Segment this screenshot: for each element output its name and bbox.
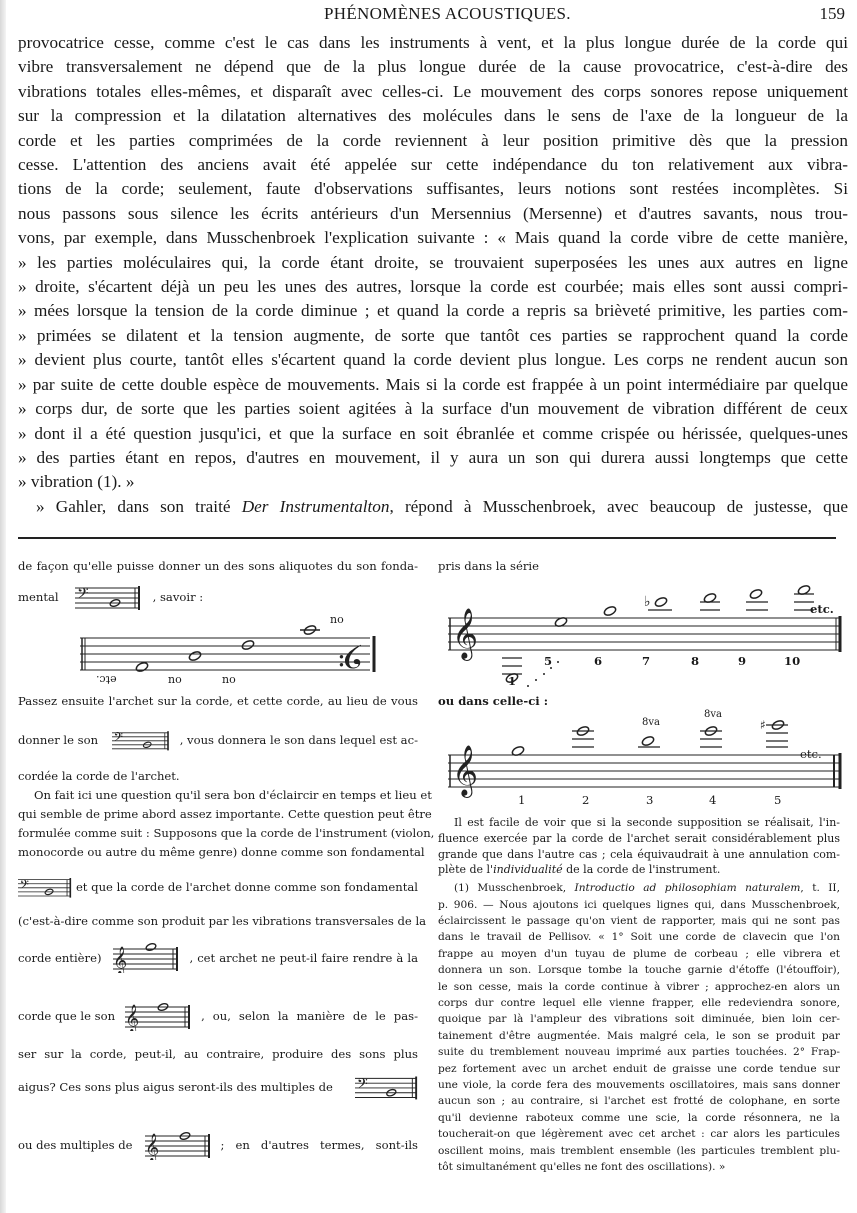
text-line-with-music	[18, 1072, 418, 1102]
series-number: 1	[518, 793, 526, 807]
right-paragraph	[438, 815, 840, 878]
text-line: corde et les parties comprimées de la corde reviennent à leur position primitive dès que la pression	[18, 130, 848, 150]
quote-line: » les parties moléculaires qui, la corde étant droite, se trouvaient superposées les unes aux autres en ligne	[18, 252, 848, 272]
footnote-line: qu'il devienne raboteux comme une scie, la corde résonnera, ne la	[438, 1111, 840, 1124]
text-span: ; en d'autres termes, sont-ils	[220, 1137, 418, 1152]
svg-text:𝄢: 𝄢	[19, 877, 30, 895]
text-line: provocatrice cesse, comme c'est le cas dans les instruments à vent, et la plus longue durée de la corde qui	[18, 33, 848, 52]
svg-text:𝄢: 𝄢	[356, 1075, 368, 1096]
quote-line: » des parties étant en repos, d'autres en mouvement, il y aura un son qui durera aussi longtemps que cette	[18, 447, 848, 467]
text-span: , savoir :	[152, 589, 204, 604]
text-line: (c'est-à-dire comme son produit par les vibrations transversales de la	[18, 914, 427, 928]
right-column	[438, 557, 840, 1176]
bass-clef-staff-icon	[18, 874, 72, 900]
quote-line: » devient plus courte, tantôt elles s'écartent quand la corde devient plus longue. Les corps ne rendent aucun son	[18, 350, 848, 370]
quote-line: » par suite de cette double espèce de mouvements. Mais si la corde est frappée à un point intermédiaire par quelque	[18, 374, 848, 394]
text-line: Il est facile de voir que si la seconde supposition se réalisait, l'in-	[454, 816, 840, 829]
text-span: mental	[18, 589, 59, 604]
footnote-line: donnera un son. Lorsque tombe la touche garnie d'étoffe (l'étouffoir),	[438, 964, 840, 977]
text-line: formulée comme suit : Supposons que la corde de l'instrument (violon,	[18, 826, 435, 840]
staff-label: no	[222, 673, 236, 686]
quote-line: » primées se dilatent et la tension augmente, de sorte que tantôt ces parties se rapprochent quand la corde	[18, 325, 848, 345]
text-span: corde entière)	[18, 950, 102, 965]
text-line: On fait ici une question qu'il sera bon d'éclaircir en temps et lieu et	[34, 788, 432, 802]
series-number: 7	[642, 654, 651, 668]
ottava-marking: 8va	[704, 709, 722, 720]
treble-clef-staff-icon	[113, 943, 179, 973]
svg-text:𝄢: 𝄢	[338, 628, 364, 674]
footnote-line: frappe au moyen d'un tuyau de plume de corbeau ; elle vibrera et	[438, 947, 840, 960]
treble-clef-staff-icon	[125, 1001, 191, 1031]
text-line: Passez ensuite l'archet sur la corde, et cette corde, au lieu de vous	[18, 694, 418, 708]
footnote-line: p. 906. — Nous ajoutons ici quelques lignes qui, dans Musschenbroek,	[438, 898, 840, 911]
footnote-line: oscillent moins, mais tremblent ensemble (les particules tremblent plu-	[438, 1144, 840, 1157]
text-line: vibre transversalement ne dépend que de la plus longue durée de la cause provocatrice, c'est-à-dire des	[18, 57, 848, 77]
svg-text:♭: ♭	[644, 594, 651, 610]
text-line: vons, par exemple, dans Musschenbroek l'explication suivante : « Mais quand la corde vibre de cette manière,	[18, 228, 848, 248]
text-line: cordée la corde de l'archet.	[18, 769, 180, 783]
quote-line: » dont il a été question jusqu'ici, et que la surface en soit ébranlée et comme crispée ou hérissée, quelques-unes	[18, 423, 848, 443]
text-line: cesse. L'attention des anciens avait été appelée sur cette indépendance du ton relativement aux vibra-	[18, 155, 848, 175]
treble-clef-staff-icon	[145, 1130, 211, 1160]
footnote-line: tainement d'être augmentée. Mais malgré cela, le son se produit par	[438, 1029, 840, 1042]
series-number: 8	[691, 654, 700, 668]
svg-text:♯: ♯	[760, 718, 766, 732]
footnote-line: toucherait-on que légèrement avec cet archet : car alors les particules	[438, 1128, 840, 1141]
footnote	[438, 880, 840, 1175]
svg-text:𝄞: 𝄞	[125, 1004, 140, 1031]
main-paragraph	[18, 31, 848, 495]
staff-label: no	[330, 613, 344, 626]
text-span: , vous donnera le son dans lequel est ac-	[179, 732, 418, 747]
series-number: 9	[738, 654, 747, 668]
text-line-with-music	[18, 872, 418, 902]
page-edge-shadow	[0, 0, 6, 1213]
text-line: ou dans celle-ci :	[438, 694, 549, 708]
text-span: et que la corde de l'archet donne comme son fondamental	[75, 879, 418, 894]
svg-text:𝄞: 𝄞	[452, 608, 479, 659]
quote-line: » vibration (1). »	[18, 472, 135, 492]
text-span: , ou, selon la manière de le pas-	[201, 1008, 418, 1023]
series-number: 6	[594, 654, 603, 668]
series-number: 4	[709, 793, 717, 807]
text-span: donner le son	[18, 732, 99, 747]
text-span: aigus? Ces sons plus aigus seront-ils des multiples de	[18, 1079, 333, 1094]
series-number: 10	[784, 654, 801, 668]
footnote-line: aucun son ; au contraire, si l'archet est frotté de colophane, en sorte	[438, 1095, 840, 1108]
footnote-line: dans le travail de Pellisov. « 1° Soit une corde de clavecin que l'on	[438, 931, 840, 944]
text-line: sur la compression et la dilatation alternatives des molécules dans le sens de l'axe de la longueur de la	[18, 106, 848, 126]
series-number: 2	[582, 793, 590, 807]
quote-line: » mées lorsque la tension de la corde diminue ; et quand la corde a repris sa brièveté primitive, les parties com-	[18, 301, 848, 321]
series-number: 5	[774, 793, 782, 807]
footnote-line: éclaircissent le passage qu'on vient de rapporter, mais qui ne sont pas	[438, 915, 840, 927]
text-line: monocorde ou autre du même genre) donne comme son fondamental	[18, 845, 425, 859]
svg-text:𝄞: 𝄞	[452, 745, 479, 796]
etc-label: etc.	[800, 747, 822, 761]
text-line: de façon qu'elle puisse donner un des sons aliquotes du son fonda-	[18, 559, 418, 573]
text-line-with-music	[18, 941, 418, 975]
music-example-series-2	[438, 709, 840, 807]
svg-text:𝄞: 𝄞	[113, 946, 128, 973]
series-number: 1	[508, 674, 517, 688]
text-span: » Gahler, dans son traité	[36, 496, 242, 516]
staff-label: etc.	[96, 673, 117, 686]
text-line	[438, 862, 840, 878]
emphasis: individualité	[493, 863, 563, 877]
text-span: , t. II,	[800, 882, 840, 895]
etc-label: etc.	[810, 602, 834, 616]
text-span: corde que le son	[18, 1008, 116, 1023]
quote-line: » corps dur, de sorte que les parties soient agitées à la surface d'un mouvement de vibration différent de ceux	[18, 399, 848, 419]
text-line-with-music	[18, 725, 418, 755]
text-span: , cet archet ne peut-il faire rendre à la	[189, 950, 418, 965]
text-line: grande que dans l'autre cas ; cela équivaudrait à une annulation com-	[438, 847, 840, 861]
book-title: Der Instrumentalton	[241, 496, 390, 516]
footnote-line: tôt simultanément qu'elles ne font des oscillations). »	[438, 1161, 726, 1174]
quote-line: » droite, s'écartent déjà un peu les unes des autres, lorsque la corde est courbée; mais elles sont aussi compri-	[18, 277, 848, 297]
music-example-aliquots	[18, 612, 418, 684]
text-line-with-music	[18, 1128, 418, 1162]
text-line: fluence exercée par la corde de l'archet serait considérablement plus	[438, 831, 840, 845]
footnote-line: le son cesse, mais la corde continue à vibrer ; approchez-en alors un	[438, 980, 840, 993]
text-line: tions de la corde; seulement, faute d'observations suffisantes, leurs notions sont restées incomplètes. Si	[18, 179, 848, 199]
text-span: de la corde de l'instrument.	[562, 863, 721, 877]
main-text-block	[18, 31, 848, 519]
text-line: qui semble de prime abord assez importante. Cette question peut être	[18, 807, 432, 821]
text-span: ou des multiples de	[18, 1137, 133, 1152]
text-line: nous passons sous silence les écrits antérieurs d'un Mersennius (Mersenne) et d'autres savants, nous trou-	[18, 203, 848, 223]
text-line: pris dans la série	[438, 559, 539, 573]
text-line: vibrations totales elles-mêmes, et disparaît avec celles-ci. Le mouvement des corps sonores repose uniquement	[18, 81, 848, 101]
series-number: 3	[646, 793, 654, 807]
footnote-line: corps dur contre lequel elle vienne frapper, elle redeviendra sonore,	[438, 997, 840, 1010]
left-column	[18, 557, 435, 1162]
svg-text:𝄞: 𝄞	[144, 1133, 159, 1160]
footnote-line: une viole, la corde fera des mouvements oscillatoires, mais sans donner	[438, 1079, 840, 1092]
book-title: Introductio ad philosophiam naturalem	[574, 882, 801, 895]
ottava-marking: 8va	[642, 717, 660, 728]
text-line-with-music	[18, 582, 418, 612]
staff-label: no	[168, 673, 182, 686]
section-divider	[18, 537, 836, 539]
text-span: (1) Musschenbroek,	[454, 882, 575, 895]
footnote-line: pez fortement avec un archet enduit de graisse une corde tendue sur	[438, 1062, 840, 1075]
footnote-line	[438, 880, 840, 896]
running-head	[0, 4, 857, 26]
footnote-line: quoique par là l'ampleur des vibrations soit diminuée, bien loin cer-	[438, 1013, 840, 1026]
svg-text:𝄢: 𝄢	[113, 731, 123, 748]
music-example-series-1	[438, 576, 840, 688]
footnote-line: suite du tremblement nouveau imprimé aux parties touchées. 2° Frap-	[438, 1046, 840, 1059]
bass-clef-staff-icon	[75, 584, 141, 610]
page-number: 159	[819, 4, 845, 23]
text-line	[18, 495, 848, 519]
series-number: 5	[544, 654, 553, 668]
bass-clef-staff-icon	[355, 1074, 418, 1100]
gahler-paragraph	[18, 495, 848, 519]
text-span: plète de l'	[438, 863, 494, 877]
text-line-with-music	[18, 999, 418, 1033]
bass-clef-staff-icon	[112, 727, 170, 753]
running-head-title: PHÉNOMÈNES ACOUSTIQUES.	[324, 4, 571, 23]
text-span: , répond à Musschenbroek, avec beaucoup de justesse, que	[389, 496, 848, 516]
text-line: ser sur la corde, peut-il, au contraire, produire des sons plus	[18, 1047, 418, 1061]
svg-text:𝄢: 𝄢	[76, 585, 89, 606]
